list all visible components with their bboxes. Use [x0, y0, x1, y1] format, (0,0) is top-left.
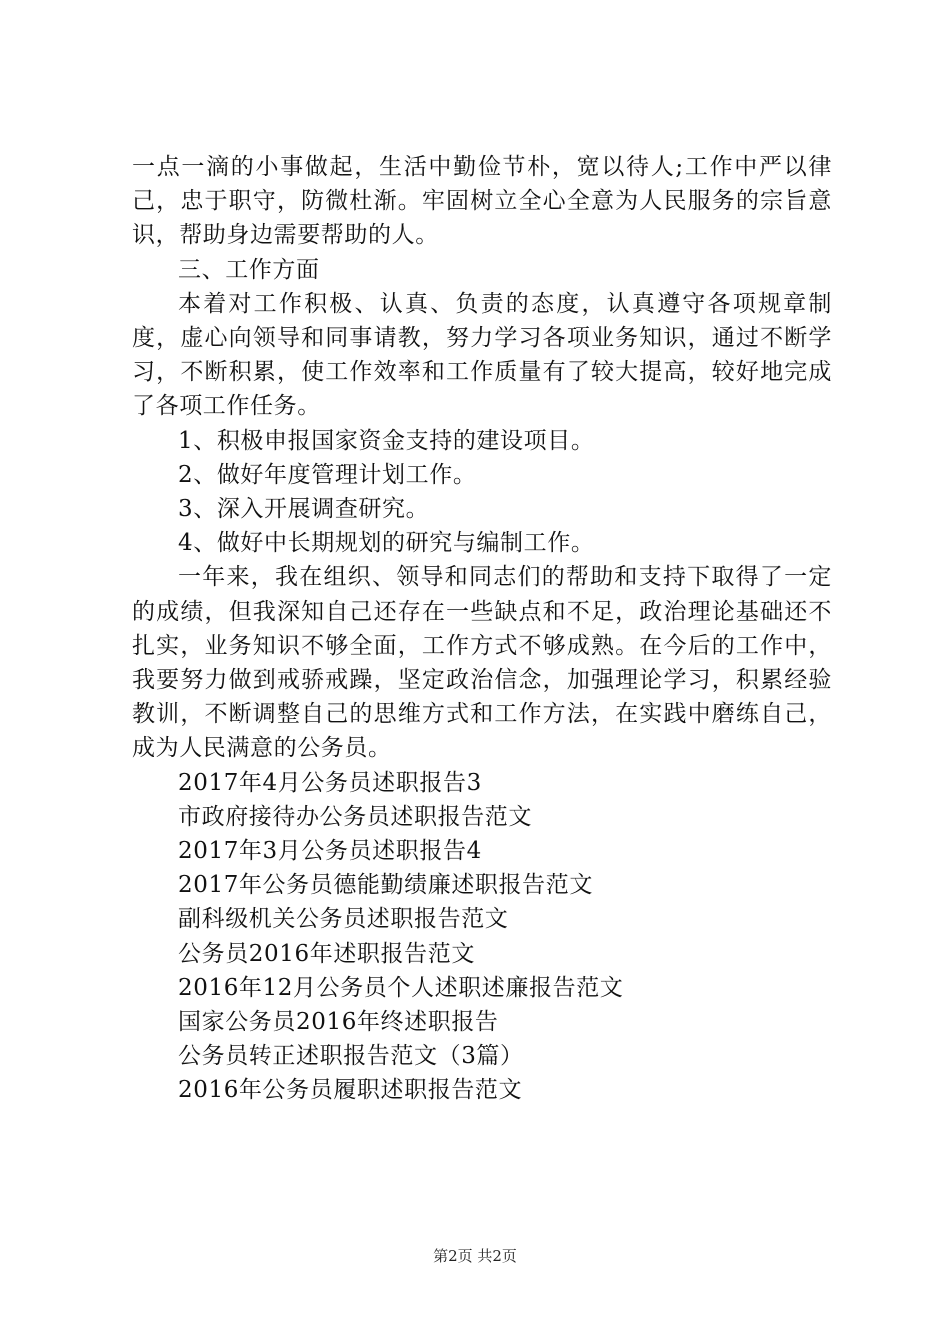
related-article-link[interactable]: 2016年12月公务员个人述职述廉报告范文: [178, 974, 624, 1001]
related-article-link[interactable]: 公务员转正述职报告范文（3篇）: [178, 1043, 524, 1070]
related-article-link[interactable]: 公务员2016年述职报告范文: [178, 940, 475, 967]
task-item: 4、做好中长期规划的研究与编制工作。: [178, 530, 595, 557]
page-number-footer: 第2页 共2页: [433, 1247, 517, 1265]
section-intro: 本着对工作积极、认真、负责的态度，认真遵守各项规章制度，虚心向领导和同事请教，努力学习各项业务知识，通过不断学习，不断积累，使工作效率和工作质量有了较大提高，较好地完成了各项工作任务。: [132, 290, 832, 420]
task-item: 2、做好年度管理计划工作。: [178, 461, 477, 488]
related-article-link[interactable]: 国家公务员2016年终述职报告: [178, 1009, 499, 1036]
related-article-link[interactable]: 副科级机关公务员述职报告范文: [178, 906, 509, 933]
task-item: 1、积极申报国家资金支持的建设项目。: [178, 427, 595, 454]
related-article-link[interactable]: 2017年3月公务员述职报告4: [178, 838, 482, 865]
section-heading: 三、工作方面: [178, 256, 320, 283]
document-body: [132, 150, 832, 1108]
related-article-link[interactable]: 2017年公务员德能勤绩廉述职报告范文: [178, 872, 593, 899]
conclusion-paragraph: 一年来，我在组织、领导和同志们的帮助和支持下取得了一定的成绩，但我深知自己还存在一些缺点和不足，政治理论基础还不扎实，业务知识不够全面，工作方式不够成熟。在今后的工作中，我要努力做到戒骄戒躁，坚定政治信念，加强理论学习，积累经验教训，不断调整自己的思维方式和工作方法，在实践中磨练自己，成为人民满意的公务员。: [132, 564, 832, 762]
related-article-link[interactable]: 市政府接待办公务员述职报告范文: [178, 803, 532, 830]
paragraph-continued: 一点一滴的小事做起，生活中勤俭节朴，宽以待人;工作中严以律己，忠于职守，防微杜渐。牢固树立全心全意为人民服务的宗旨意识，帮助身边需要帮助的人。: [132, 154, 832, 249]
related-articles-list: [132, 766, 832, 1108]
related-article-link[interactable]: 2017年4月公务员述职报告3: [178, 769, 482, 796]
task-list: [132, 424, 832, 561]
task-item: 3、深入开展调查研究。: [178, 496, 430, 523]
related-article-link[interactable]: 2016年公务员履职述职报告范文: [178, 1077, 523, 1104]
